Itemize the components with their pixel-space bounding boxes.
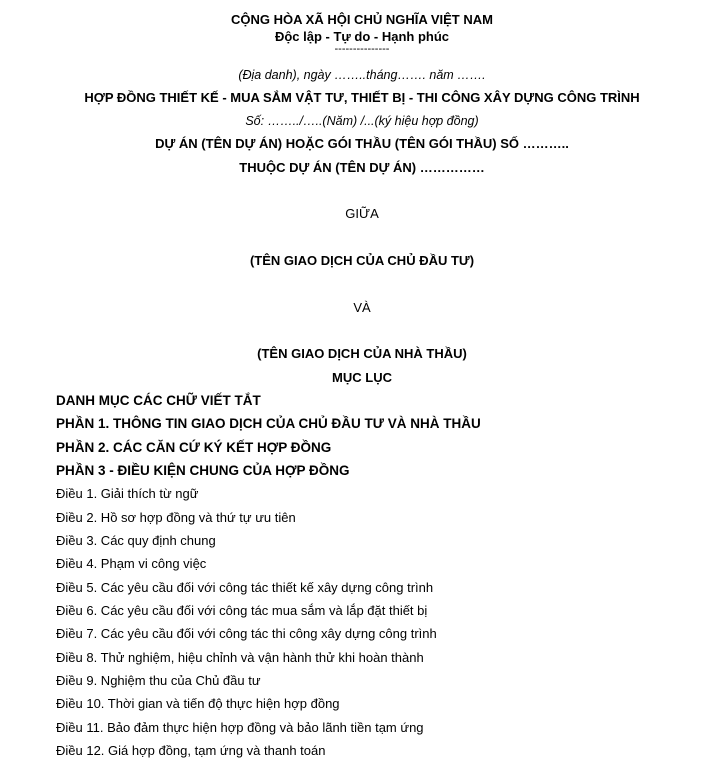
national-motto: Độc lập - Tự do - Hạnh phúc (274, 29, 450, 44)
header-divider: --------------- (334, 43, 390, 55)
toc-title: MỤC LỤC (332, 370, 392, 385)
project-line: DỰ ÁN (TÊN DỰ ÁN) HOẶC GÓI THẦU (TÊN GÓI THẦU) SỐ ……….. (155, 136, 569, 151)
belongs-line: THUỘC DỰ ÁN (TÊN DỰ ÁN) …………… (239, 160, 485, 175)
toc-article: Điều 11. Bảo đảm thực hiện hợp đồng và bảo lãnh tiền tạm ứng (56, 720, 424, 735)
and-label: VÀ (353, 300, 371, 315)
toc-article: Điều 12. Giá hợp đồng, tạm ứng và thanh toán (56, 743, 326, 758)
country-name: CỘNG HÒA XÃ HỘI CHỦ NGHĨA VIỆT NAM (231, 12, 493, 27)
toc-heading: PHẦN 3 - ĐIỀU KIỆN CHUNG CỦA HỢP ĐỒNG (56, 463, 350, 478)
toc-article: Điều 4. Phạm vi công việc (56, 556, 207, 571)
toc-article: Điều 10. Thời gian và tiến độ thực hiện hợp đồng (56, 696, 340, 711)
toc-heading: PHẦN 1. THÔNG TIN GIAO DỊCH CỦA CHỦ ĐẦU TƯ VÀ NHÀ THẦU (56, 416, 481, 431)
toc-article: Điều 3. Các quy định chung (56, 533, 216, 548)
between-label: GIỮA (345, 206, 379, 221)
contract-title: HỢP ĐỒNG THIẾT KẾ - MUA SẮM VẬT TƯ, THIẾT BỊ - THI CÔNG XÂY DỰNG CÔNG TRÌNH (84, 90, 640, 105)
toc-article: Điều 1. Giải thích từ ngữ (56, 486, 199, 501)
party-a: (TÊN GIAO DỊCH CỦA CHỦ ĐẦU TƯ) (249, 253, 475, 268)
toc-article: Điều 5. Các yêu cầu đối với công tác thiết kế xây dựng công trình (56, 580, 434, 595)
toc-article: Điều 9. Nghiệm thu của Chủ đầu tư (56, 673, 261, 688)
contract-number: Số: ……../…..(Năm) /...(ký hiệu hợp đồng) (245, 114, 479, 128)
place-date: (Địa danh), ngày ……..tháng……. năm ……. (238, 68, 486, 82)
toc-article: Điều 6. Các yêu cầu đối với công tác mua sắm và lắp đặt thiết bị (56, 603, 428, 618)
party-b: (TÊN GIAO DỊCH CỦA NHÀ THẦU) (257, 346, 467, 361)
toc-article: Điều 8. Thử nghiệm, hiệu chỉnh và vận hành thử khi hoàn thành (56, 650, 424, 665)
toc-article: Điều 2. Hồ sơ hợp đồng và thứ tự ưu tiên (56, 510, 296, 525)
toc-heading: PHẦN 2. CÁC CĂN CỨ KÝ KẾT HỢP ĐỒNG (56, 440, 332, 455)
toc-article: Điều 7. Các yêu cầu đối với công tác thi công xây dựng công trình (56, 626, 437, 641)
toc-heading: DANH MỤC CÁC CHỮ VIẾT TẮT (56, 393, 261, 408)
